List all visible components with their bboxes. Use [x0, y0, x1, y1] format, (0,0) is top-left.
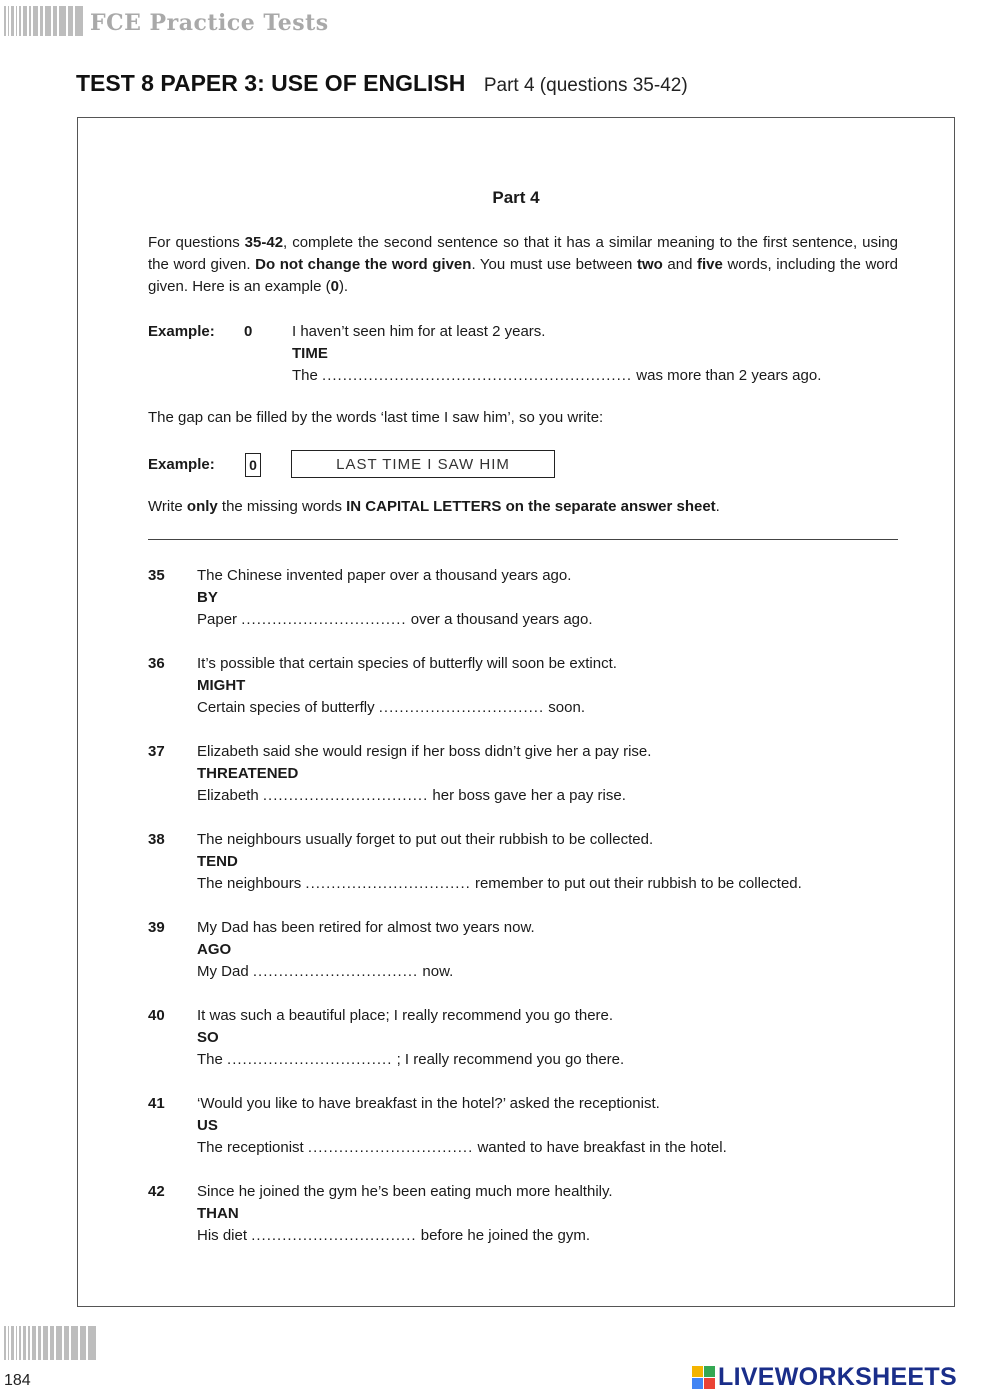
question-body	[197, 1181, 907, 1247]
question-prefix: The	[197, 1051, 223, 1068]
barcode-stripe	[23, 1326, 26, 1360]
example-suffix: was more than 2 years ago.	[636, 367, 822, 384]
instructions-text: For questions	[148, 234, 245, 251]
question-number: 41	[148, 1095, 165, 1112]
question-gap-dots[interactable]: ................................	[241, 611, 407, 628]
instructions-text: and	[662, 256, 698, 273]
barcode-stripe	[29, 6, 31, 36]
barcode-stripe	[16, 6, 17, 36]
question-sentence: The Chinese invented paper over a thousand years ago.	[197, 567, 572, 584]
question-suffix: ; I really recommend you go there.	[396, 1051, 625, 1068]
question-sentence: It’s possible that certain species of butterfly will soon be extinct.	[197, 655, 617, 672]
question-suffix: now.	[422, 963, 454, 980]
write-note-bold: IN CAPITAL LETTERS on the separate answer sheet	[346, 498, 716, 515]
barcode-stripe	[8, 6, 9, 36]
question-suffix: before he joined the gym.	[420, 1227, 591, 1244]
question-suffix: soon.	[548, 699, 585, 716]
barcode-stripe	[80, 1326, 86, 1360]
question-gap-dots[interactable]: ................................	[251, 1227, 417, 1244]
question-gap-dots[interactable]: ................................	[305, 875, 471, 892]
question-body	[197, 829, 907, 895]
question-suffix: over a thousand years ago.	[410, 611, 593, 628]
instructions-bold: 0	[330, 278, 339, 295]
question-gap-dots[interactable]: ................................	[307, 1139, 474, 1156]
question-prefix: The neighbours	[197, 875, 302, 892]
question-gap-line	[197, 1049, 907, 1071]
question-sentence: Since he joined the gym he’s been eating much more healthily.	[197, 1183, 613, 1200]
barcode-stripe	[19, 1326, 21, 1360]
book-title: FCE Practice Tests	[90, 10, 329, 36]
write-note-text: the missing words	[217, 498, 347, 515]
decorative-barcode-bottom	[4, 1326, 96, 1360]
example-body	[292, 321, 892, 387]
answer-example	[148, 453, 648, 483]
question-gap-dots[interactable]: ................................	[262, 787, 429, 804]
answer-example-number-box: 0	[245, 453, 261, 477]
barcode-stripe	[33, 6, 38, 36]
example-sentence: I haven’t seen him for at least 2 years.	[292, 323, 546, 340]
barcode-stripe	[38, 1326, 41, 1360]
question-number: 42	[148, 1183, 165, 1200]
question-gap-line	[197, 1137, 907, 1159]
question-body	[197, 917, 907, 983]
barcode-stripe	[4, 1326, 6, 1360]
write-note-text: Write	[148, 498, 187, 515]
question-body	[197, 1005, 907, 1071]
question-sentence: Elizabeth said she would resign if her boss didn’t give her a pay rise.	[197, 743, 652, 760]
barcode-stripe	[43, 1326, 48, 1360]
question-prefix: The receptionist	[197, 1139, 304, 1156]
question-number: 37	[148, 743, 165, 760]
question-sentence: My Dad has been retired for almost two years now.	[197, 919, 535, 936]
barcode-stripe	[11, 6, 14, 36]
instructions-bold: two	[636, 256, 663, 273]
barcode-stripe	[50, 1326, 54, 1360]
question-gap-line	[197, 1225, 907, 1247]
question-prefix: Certain species of butterfly	[197, 699, 375, 716]
question-prefix: His diet	[197, 1227, 248, 1244]
write-note	[148, 498, 720, 515]
barcode-stripe	[64, 1326, 69, 1360]
write-note-bold: only	[186, 498, 218, 515]
instructions-text: . You must use between	[471, 256, 637, 273]
instructions-bold: Do not change the word given	[255, 256, 472, 273]
question-gap-line	[197, 785, 907, 807]
question-keyword: SO	[197, 1029, 219, 1046]
brand-name: LIVEWORKSHEETS	[718, 1362, 957, 1391]
decorative-barcode-top	[4, 6, 83, 36]
barcode-stripe	[23, 6, 27, 36]
question-prefix: Paper	[197, 611, 238, 628]
example-gap-dots: ............................................................	[322, 367, 633, 384]
instructions-bold: 35-42	[244, 234, 284, 251]
exercise-frame	[77, 117, 955, 1307]
question-sentence: ‘Would you like to have breakfast in the hotel?’ asked the receptionist.	[197, 1095, 660, 1112]
question-number: 35	[148, 567, 165, 584]
example-number: 0	[244, 323, 253, 340]
example-label: Example:	[148, 323, 215, 340]
answer-example-box: LAST TIME I SAW HIM	[291, 450, 555, 478]
barcode-stripe	[53, 6, 57, 36]
brand-logo-icon	[692, 1366, 715, 1389]
question-gap-dots[interactable]: ................................	[252, 963, 419, 980]
question-keyword: THREATENED	[197, 765, 299, 782]
instructions-text: words, including the word given. Here is an example (	[148, 256, 898, 295]
page-header	[76, 70, 688, 97]
example-keyword: TIME	[292, 345, 328, 362]
question-suffix: remember to put out their rubbish to be collected.	[474, 875, 802, 892]
barcode-stripe	[45, 6, 51, 36]
barcode-stripe	[71, 1326, 78, 1360]
question-suffix: her boss gave her a pay rise.	[432, 787, 626, 804]
barcode-stripe	[28, 1326, 30, 1360]
barcode-stripe	[40, 6, 43, 36]
barcode-stripe	[16, 1326, 17, 1360]
barcode-stripe	[88, 1326, 96, 1360]
question-number: 40	[148, 1007, 165, 1024]
question-prefix: Elizabeth	[197, 787, 259, 804]
example-prefix: The	[292, 367, 318, 384]
question-number: 39	[148, 919, 165, 936]
section-divider	[148, 539, 898, 540]
question-keyword: US	[197, 1117, 218, 1134]
instructions-text: , complete the second sentence so that it has a similar meaning to the first sentence, using the word given.	[148, 234, 899, 273]
question-gap-line	[197, 873, 907, 895]
barcode-stripe	[19, 6, 21, 36]
instructions-text: ).	[338, 278, 349, 295]
question-body	[197, 653, 907, 719]
brand-watermark	[692, 1362, 957, 1392]
question-keyword: MIGHT	[197, 677, 246, 694]
question-suffix: wanted to have breakfast in the hotel.	[477, 1139, 727, 1156]
test-subtitle: Part 4 (questions 35-42)	[483, 75, 688, 96]
barcode-stripe	[32, 1326, 36, 1360]
gap-note: The gap can be filled by the words ‘last time I saw him’, so you write:	[148, 409, 604, 426]
instructions-bold: five	[697, 256, 723, 273]
question-gap-line	[197, 609, 907, 631]
instructions	[148, 232, 898, 298]
question-sentence: The neighbours usually forget to put out their rubbish to be collected.	[197, 831, 654, 848]
barcode-stripe	[4, 6, 6, 36]
barcode-stripe	[68, 6, 73, 36]
question-body	[197, 1093, 907, 1159]
question-body	[197, 741, 907, 807]
example-gap-line	[292, 365, 892, 387]
question-gap-dots[interactable]: ................................	[227, 1051, 393, 1068]
test-title: TEST 8 PAPER 3: USE OF ENGLISH	[76, 70, 466, 96]
question-sentence: It was such a beautiful place; I really recommend you go there.	[197, 1007, 614, 1024]
barcode-stripe	[56, 1326, 62, 1360]
page-number: 184	[4, 1372, 31, 1389]
part-heading: Part 4	[492, 188, 540, 207]
question-keyword: AGO	[197, 941, 232, 958]
question-gap-dots[interactable]: ................................	[378, 699, 545, 716]
question-number: 38	[148, 831, 165, 848]
question-keyword: THAN	[197, 1205, 239, 1222]
barcode-stripe	[11, 1326, 14, 1360]
question-gap-line	[197, 697, 907, 719]
barcode-stripe	[75, 6, 83, 36]
barcode-stripe	[8, 1326, 9, 1360]
question-prefix: My Dad	[197, 963, 249, 980]
question-gap-line	[197, 961, 907, 983]
answer-example-label: Example:	[148, 456, 215, 473]
question-keyword: BY	[197, 589, 218, 606]
question-number: 36	[148, 655, 165, 672]
question-keyword: TEND	[197, 853, 238, 870]
question-body	[197, 565, 907, 631]
barcode-stripe	[59, 6, 66, 36]
write-note-text: .	[715, 498, 720, 515]
